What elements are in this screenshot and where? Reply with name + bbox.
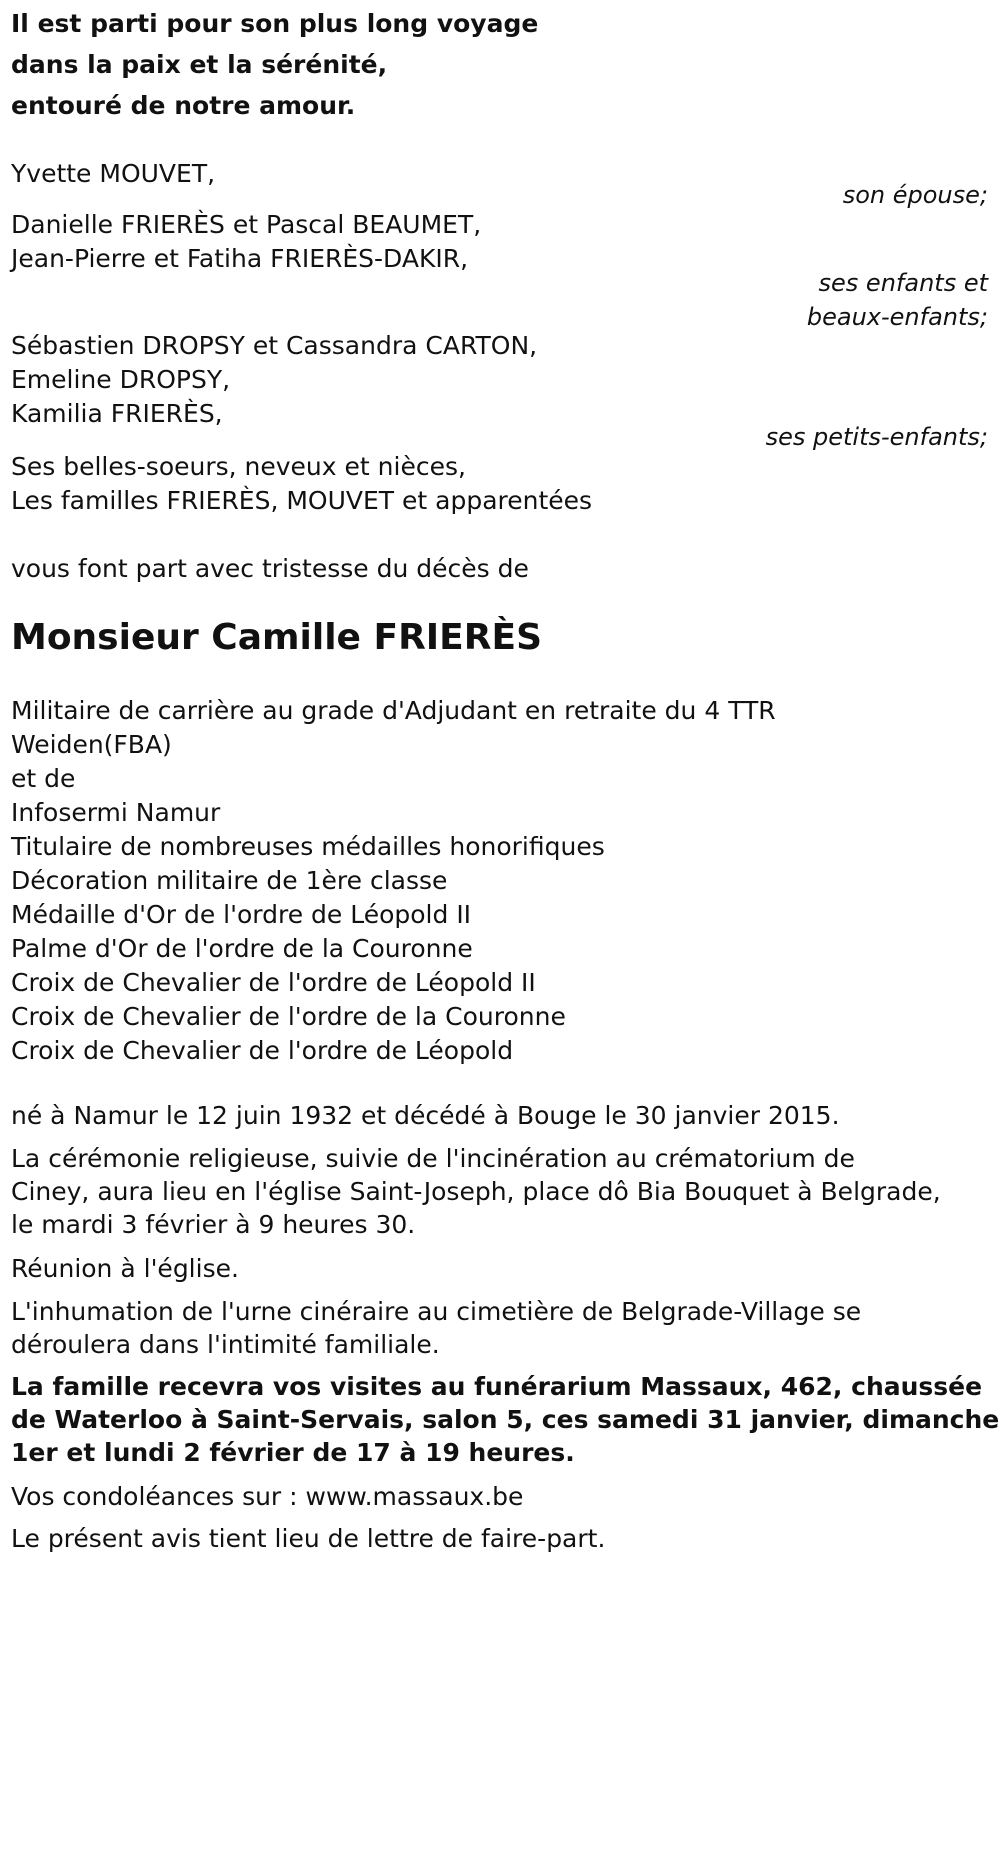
child-name: Jean-Pierre et Fatiha FRIERÈS-DAKIR, (11, 244, 469, 273)
ceremony-block (11, 1142, 941, 1241)
career-line: Infosermi Namur (11, 798, 221, 827)
visits-line: de Waterloo à Saint-Servais, salon 5, ces samedi 31 janvier, dimanche (11, 1405, 1000, 1434)
career-block (11, 694, 776, 1068)
grandchild-name: Emeline DROPSY, (11, 365, 231, 394)
spouse-role: son épouse; (842, 181, 988, 209)
career-line: Militaire de carrière au grade d'Adjudant en retraite du 4 TTR (11, 696, 776, 725)
career-line: Titulaire de nombreuses médailles honorifiques (11, 832, 605, 861)
intro-line: entouré de notre amour. (11, 91, 356, 120)
deceased-block (11, 614, 542, 662)
ceremony-line: le mardi 3 février à 9 heures 30. (11, 1210, 416, 1239)
career-line: Croix de Chevalier de l'ordre de Léopold II (11, 968, 536, 997)
visits-block (11, 1370, 999, 1469)
deceased-name: Monsieur Camille FRIERÈS (11, 617, 543, 658)
spouse-role-block (11, 180, 988, 210)
career-line: Weiden(FBA) (11, 730, 172, 759)
condolences-text: Vos condoléances sur : www.massaux.be (11, 1482, 524, 1511)
grandchild-name: Kamilia FRIERÈS, (11, 399, 223, 428)
career-line: Croix de Chevalier de l'ordre de la Couronne (11, 1002, 566, 1031)
career-line: Médaille d'Or de l'ordre de Léopold II (11, 900, 472, 929)
closing-text: Le présent avis tient lieu de lettre de faire-part. (11, 1524, 606, 1553)
burial-block (11, 1295, 861, 1361)
spouse-name: Yvette MOUVET, (11, 159, 216, 188)
others-line: Les familles FRIERÈS, MOUVET et apparentées (11, 486, 593, 515)
visits-line: 1er et lundi 2 février de 17 à 19 heures. (11, 1438, 575, 1467)
condolences-block (11, 1480, 523, 1514)
closing-block (11, 1522, 605, 1556)
intro-block (11, 3, 538, 126)
grandchildren-role: ses petits-enfants; (765, 423, 988, 451)
ceremony-line: La cérémonie religieuse, suivie de l'incinération au crématorium de (11, 1144, 855, 1173)
meeting-block (11, 1252, 239, 1286)
career-line: et de (11, 764, 76, 793)
child-name: Danielle FRIERÈS et Pascal BEAUMET, (11, 210, 482, 239)
intro-line: dans la paix et la sérénité, (11, 50, 388, 79)
grandchildren-role-block (11, 422, 988, 452)
children-role: beaux-enfants; (806, 303, 988, 331)
announce-text: vous font part avec tristesse du décès de (11, 554, 529, 583)
others-block (11, 450, 592, 518)
intro-line: Il est parti pour son plus long voyage (11, 9, 539, 38)
others-line: Ses belles-soeurs, neveux et nièces, (11, 452, 466, 481)
ceremony-line: Ciney, aura lieu en l'église Saint-Joseph, place dô Bia Bouquet à Belgrade, (11, 1177, 941, 1206)
meeting-text: Réunion à l'église. (11, 1254, 239, 1283)
burial-line: L'inhumation de l'urne cinéraire au cimetière de Belgrade-Village se (11, 1297, 862, 1326)
grandchildren-block (11, 329, 537, 431)
visits-line: La famille recevra vos visites au funérarium Massaux, 462, chaussée (11, 1372, 983, 1401)
career-line: Décoration militaire de 1ère classe (11, 866, 448, 895)
grandchild-name: Sébastien DROPSY et Cassandra CARTON, (11, 331, 538, 360)
birth-death-text: né à Namur le 12 juin 1932 et décédé à Bouge le 30 janvier 2015. (11, 1101, 840, 1130)
burial-line: déroulera dans l'intimité familiale. (11, 1330, 440, 1359)
career-line: Croix de Chevalier de l'ordre de Léopold (11, 1036, 514, 1065)
birth-death-block (11, 1099, 840, 1133)
children-role-block (11, 266, 988, 334)
career-line: Palme d'Or de l'ordre de la Couronne (11, 934, 473, 963)
children-role: ses enfants et (818, 269, 988, 297)
announce-block (11, 552, 529, 586)
